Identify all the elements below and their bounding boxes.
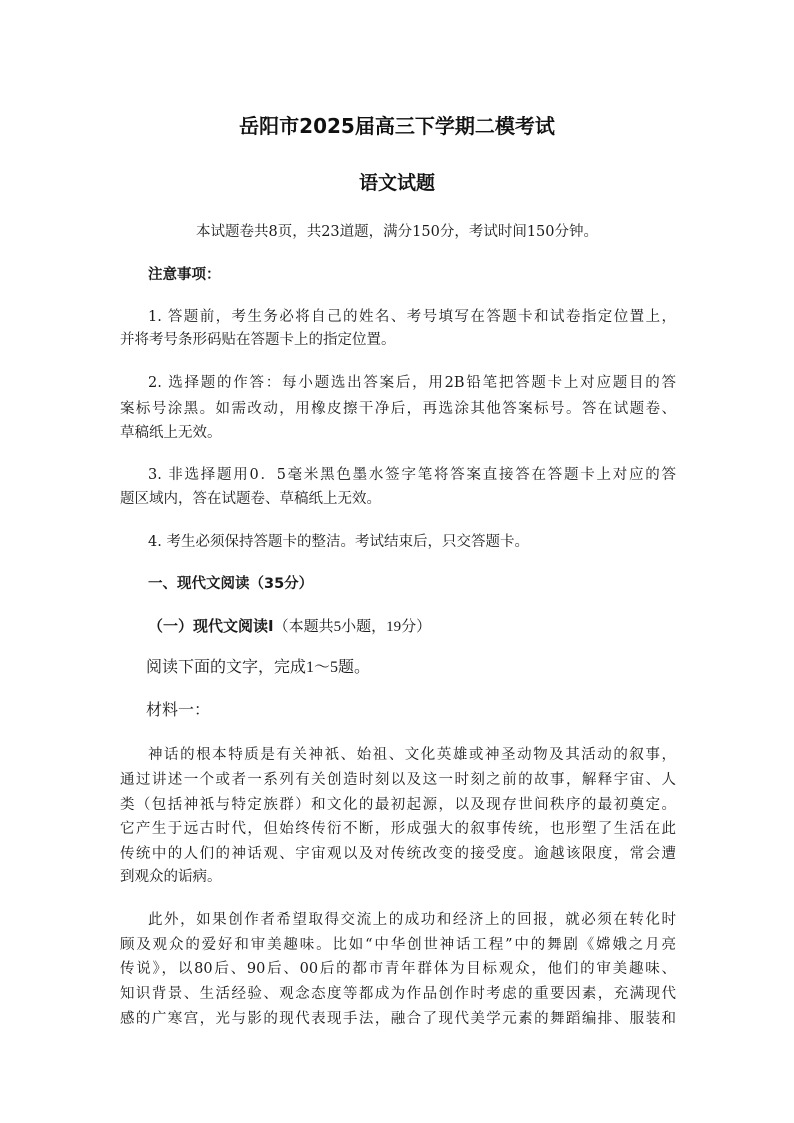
section-heading: 一、现代文阅读（35分） [148, 576, 314, 592]
reading-instruction: 阅读下面的文字，完成1～5题。 [146, 659, 371, 676]
passage-p2-line-3: 传说》，以80后、90后、00后的都市青年群体为目标观众，他们的审美趣味、 [120, 961, 676, 977]
passage-p1-line-3: 类（包括神祇与特定族群）和文化的最初起源，以及现存世间秩序的最初奠定。 [120, 797, 676, 813]
notice-item-2-line-1: 2. 选择题的作答：每小题选出答案后，用2B铅笔把答题卡上对应题目的答 [148, 375, 676, 391]
passage-p1-line-2: 通过讲述一个或者一系列有关创造时刻以及这一时刻之前的故事，解释宇宙、人 [120, 772, 676, 788]
notice-heading: 注意事项： [148, 267, 221, 283]
material-label: 材料一： [146, 702, 211, 719]
notice-item-2-line-2: 案标号涂黑。如需改动，用橡皮擦干净后，再选涂其他答案标号。答在试题卷、 [120, 401, 676, 417]
passage-p1-line-5: 传统中的人们的神话观、宇宙观以及对传统改变的接受度。逾越该限度，常会遭 [120, 846, 676, 862]
passage-p1-line-1: 神话的根本特质是有关神祇、始祖、文化英雄或神圣动物及其活动的叙事， [148, 747, 676, 763]
notice-item-1-line-2: 并将考号条形码贴在答题卡上的指定位置。 [120, 332, 396, 348]
exam-info: 本试题卷共8页，共23道题，满分150分，考试时间150分钟。 [195, 224, 599, 240]
passage-p2-line-4: 知识背景、生活经验、观念态度等都成为作品创作时考虑的重要因素，充满现代 [120, 986, 676, 1002]
passage-p1-line-4: 它产生于远古时代，但始终传衍不断，形成强大的叙事传统，也形塑了生活在此 [120, 821, 676, 837]
exam-subtitle: 语文试题 [358, 172, 435, 194]
exam-title: 岳阳市2025届高三下学期二模考试 [239, 114, 555, 138]
passage-p1-line-6: 到观众的诟病。 [120, 869, 222, 885]
notice-item-1-line-1: 1. 答题前，考生务必将自己的姓名、考号填写在答题卡和试卷指定位置上， [148, 309, 676, 325]
notice-item-4: 4. 考生必须保持答题卡的整洁。考试结束后，只交答题卡。 [148, 534, 529, 550]
subsection-detail: （本题共5小题，19分） [273, 619, 432, 635]
subsection-heading [148, 615, 704, 638]
subsection-title: （一）现代文阅读Ⅰ [148, 617, 274, 635]
notice-item-3-line-2: 题区域内，答在试题卷、草稿纸上无效。 [120, 491, 381, 507]
passage-p2-line-1: 此外，如果创作者希望取得交流上的成功和经济上的回报，就必须在转化时 [148, 912, 676, 928]
passage-p2-line-5: 感的广寒宫，光与影的现代表现手法，融合了现代美学元素的舞蹈编排、服装和 [120, 1011, 676, 1027]
passage-p2-line-2: 顾及观众的爱好和审美趣味。比如“中华创世神话工程”中的舞剧《嫦娥之月亮 [120, 937, 676, 953]
notice-item-2-line-3: 草稿纸上无效。 [120, 425, 222, 441]
notice-item-3-line-1: 3. 非选择题用0．5毫米黑色墨水签字笔将答案直接答在答题卡上对应的答 [148, 467, 676, 483]
